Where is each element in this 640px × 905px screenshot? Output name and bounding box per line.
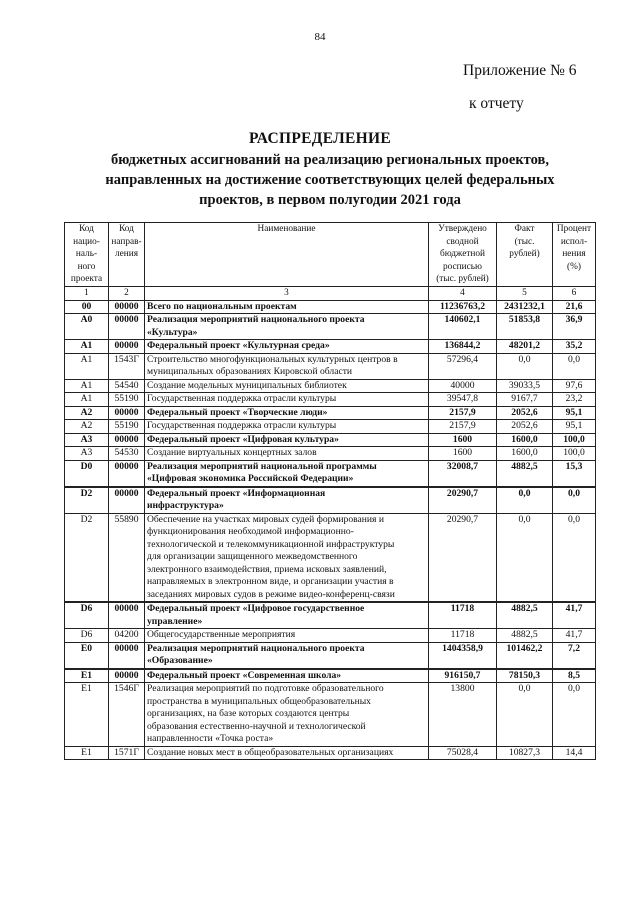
cell-name bbox=[145, 300, 429, 314]
cell-project-code: А0 bbox=[65, 314, 109, 340]
cell-fact: 4882,5 bbox=[497, 460, 553, 487]
header-direction-code: Код направ- ления bbox=[109, 223, 145, 287]
cell-approved: 916150,7 bbox=[429, 669, 497, 683]
cell-percent: 0,0 bbox=[553, 353, 596, 379]
cell-name-line: образования естественно-научной и технологической bbox=[147, 720, 366, 732]
cell-project-code: Е1 bbox=[65, 683, 109, 747]
cell-fact: 1600,0 bbox=[497, 433, 553, 447]
cell-percent: 21,6 bbox=[553, 300, 596, 314]
table-row bbox=[65, 746, 596, 760]
cell-fact: 1600,0 bbox=[497, 447, 553, 461]
cell-percent: 36,9 bbox=[553, 314, 596, 340]
cell-project-code: А3 bbox=[65, 433, 109, 447]
cell-fact: 51853,8 bbox=[497, 314, 553, 340]
header-fact: Факт (тыс. рублей) bbox=[497, 223, 553, 287]
cell-percent: 41,7 bbox=[553, 629, 596, 643]
table-row bbox=[65, 447, 596, 461]
cell-name bbox=[145, 379, 429, 393]
cell-name-line: направленности «Точка роста» bbox=[147, 733, 274, 745]
table-body bbox=[65, 300, 596, 760]
table-header-row bbox=[65, 223, 596, 287]
cell-approved: 140602,1 bbox=[429, 314, 497, 340]
cell-name-line: Всего по национальным проектам bbox=[147, 300, 297, 312]
cell-fact: 101462,2 bbox=[497, 642, 553, 669]
cell-approved: 57296,4 bbox=[429, 353, 497, 379]
cell-direction-code: 54530 bbox=[109, 447, 145, 461]
cell-percent: 14,4 bbox=[553, 746, 596, 760]
cell-project-code: D2 bbox=[65, 513, 109, 602]
cell-direction-code: 00000 bbox=[109, 314, 145, 340]
column-number: 5 bbox=[497, 286, 553, 300]
cell-percent: 23,2 bbox=[553, 393, 596, 407]
table-row bbox=[65, 433, 596, 447]
cell-direction-code: 1546Г bbox=[109, 683, 145, 747]
cell-name-line: заседаниях мировых судов в режиме видео-конференц-связи bbox=[147, 588, 395, 600]
cell-name bbox=[145, 629, 429, 643]
cell-direction-code: 04200 bbox=[109, 629, 145, 643]
cell-project-code: D6 bbox=[65, 629, 109, 643]
cell-name-line: Создание новых мест в общеобразовательных организациях bbox=[147, 746, 394, 758]
column-number: 2 bbox=[109, 286, 145, 300]
budget-allocation-table bbox=[64, 222, 596, 760]
cell-fact: 0,0 bbox=[497, 353, 553, 379]
cell-name bbox=[145, 433, 429, 447]
page-number: 84 bbox=[314, 31, 326, 43]
cell-name bbox=[145, 420, 429, 434]
cell-percent: 8,5 bbox=[553, 669, 596, 683]
subtitle-line: проектов, в первом полугодии 2021 года bbox=[199, 192, 461, 208]
cell-percent: 100,0 bbox=[553, 447, 596, 461]
cell-name bbox=[145, 487, 429, 514]
table-row bbox=[65, 669, 596, 683]
cell-name-line: Строительство многофункциональных культурных центров в bbox=[147, 353, 398, 365]
report-label: к отчету bbox=[469, 95, 524, 112]
cell-direction-code: 55190 bbox=[109, 393, 145, 407]
cell-direction-code: 00000 bbox=[109, 433, 145, 447]
cell-direction-code: 00000 bbox=[109, 642, 145, 669]
cell-name bbox=[145, 314, 429, 340]
cell-name-line: организациях, на базе которых создаются центры bbox=[147, 708, 350, 720]
cell-direction-code: 00000 bbox=[109, 669, 145, 683]
cell-project-code: А2 bbox=[65, 406, 109, 420]
table-row bbox=[65, 300, 596, 314]
cell-fact: 4882,5 bbox=[497, 629, 553, 643]
cell-name-line: Государственная поддержка отрасли культуры bbox=[147, 420, 337, 432]
cell-name bbox=[145, 642, 429, 669]
cell-approved: 2157,9 bbox=[429, 420, 497, 434]
cell-project-code: D6 bbox=[65, 602, 109, 629]
cell-name-line: Государственная поддержка отрасли культуры bbox=[147, 393, 337, 405]
cell-name-line: Федеральный проект «Современная школа» bbox=[147, 669, 342, 681]
cell-percent: 0,0 bbox=[553, 513, 596, 602]
cell-percent: 100,0 bbox=[553, 433, 596, 447]
cell-fact: 48201,2 bbox=[497, 340, 553, 354]
cell-direction-code: 00000 bbox=[109, 487, 145, 514]
cell-direction-code: 1543Г bbox=[109, 353, 145, 379]
cell-name bbox=[145, 447, 429, 461]
cell-approved: 1600 bbox=[429, 447, 497, 461]
cell-project-code: А1 bbox=[65, 353, 109, 379]
cell-name-line: инфраструктура» bbox=[147, 500, 224, 512]
column-number: 6 bbox=[553, 286, 596, 300]
cell-direction-code: 55890 bbox=[109, 513, 145, 602]
cell-approved: 11718 bbox=[429, 602, 497, 629]
cell-fact: 0,0 bbox=[497, 487, 553, 514]
table-row bbox=[65, 487, 596, 514]
cell-name-line: Создание виртуальных концертных залов bbox=[147, 447, 317, 459]
subtitle-line: бюджетных ассигнований на реализацию региональных проектов, bbox=[111, 152, 549, 168]
column-number-row bbox=[65, 286, 596, 300]
cell-name-line: Федеральный проект «Цифровое государственное bbox=[147, 603, 365, 615]
cell-name-line: направляемых в электронном виде, и организации участия в bbox=[147, 576, 394, 588]
cell-approved: 1600 bbox=[429, 433, 497, 447]
header-project-code: Код нацио- наль- ного проекта bbox=[65, 223, 109, 287]
cell-direction-code: 00000 bbox=[109, 460, 145, 487]
cell-direction-code: 00000 bbox=[109, 406, 145, 420]
cell-name-line: Обеспечение на участках мировых судей формирования и bbox=[147, 513, 384, 525]
column-number: 1 bbox=[65, 286, 109, 300]
cell-project-code: А1 bbox=[65, 379, 109, 393]
cell-project-code: А1 bbox=[65, 393, 109, 407]
cell-approved: 2157,9 bbox=[429, 406, 497, 420]
cell-name-line: функционирования необходимой информационно- bbox=[147, 526, 354, 538]
cell-percent: 7,2 bbox=[553, 642, 596, 669]
cell-name-line: Федеральный проект «Информационная bbox=[147, 487, 326, 499]
cell-percent: 95,1 bbox=[553, 406, 596, 420]
cell-approved: 136844,2 bbox=[429, 340, 497, 354]
cell-fact: 2431232,1 bbox=[497, 300, 553, 314]
cell-fact: 78150,3 bbox=[497, 669, 553, 683]
cell-percent: 15,3 bbox=[553, 460, 596, 487]
cell-name-line: Реализация мероприятий по подготовке образовательного bbox=[147, 683, 384, 695]
table-row bbox=[65, 314, 596, 340]
table-row bbox=[65, 420, 596, 434]
cell-name-line: Федеральный проект «Культурная среда» bbox=[147, 340, 330, 352]
cell-approved: 20290,7 bbox=[429, 487, 497, 514]
cell-percent: 35,2 bbox=[553, 340, 596, 354]
cell-direction-code: 54540 bbox=[109, 379, 145, 393]
cell-direction-code: 55190 bbox=[109, 420, 145, 434]
cell-fact: 9167,7 bbox=[497, 393, 553, 407]
cell-name-line: Реализация мероприятий национальной программы bbox=[147, 460, 377, 472]
cell-name-line: «Цифровая экономика Российской Федерации» bbox=[147, 473, 354, 485]
cell-name-line: Создание модельных муниципальных библиотек bbox=[147, 379, 347, 391]
document-title: РАСПРЕДЕЛЕНИЕ bbox=[249, 130, 391, 147]
cell-percent: 41,7 bbox=[553, 602, 596, 629]
cell-name-line: управление» bbox=[147, 615, 203, 627]
cell-name-line: Общегосударственные мероприятия bbox=[147, 629, 296, 641]
cell-fact: 0,0 bbox=[497, 513, 553, 602]
cell-fact: 39033,5 bbox=[497, 379, 553, 393]
cell-name bbox=[145, 746, 429, 760]
cell-name bbox=[145, 602, 429, 629]
cell-name bbox=[145, 669, 429, 683]
cell-project-code: 00 bbox=[65, 300, 109, 314]
cell-name bbox=[145, 353, 429, 379]
table-row bbox=[65, 406, 596, 420]
table-row bbox=[65, 683, 596, 747]
cell-name bbox=[145, 513, 429, 602]
cell-percent: 95,1 bbox=[553, 420, 596, 434]
cell-direction-code: 00000 bbox=[109, 602, 145, 629]
cell-name-line: пространства в муниципальных общеобразовательных bbox=[147, 695, 371, 707]
cell-approved: 11236763,2 bbox=[429, 300, 497, 314]
table-row bbox=[65, 379, 596, 393]
cell-name-line: Реализация мероприятий национального проекта bbox=[147, 314, 365, 326]
cell-name-line: электронного взаимодействия, приема исковых заявлений, bbox=[147, 563, 387, 575]
cell-approved: 75028,4 bbox=[429, 746, 497, 760]
subtitle-line: направленных на достижение соответствующих целей федеральных bbox=[105, 172, 555, 188]
header-approved: Утверждено сводной бюджетной росписью (тыс. рублей) bbox=[429, 223, 497, 287]
cell-approved: 1404358,9 bbox=[429, 642, 497, 669]
cell-name-line: для организации защищенного межведомственного bbox=[147, 551, 358, 563]
cell-approved: 32008,7 bbox=[429, 460, 497, 487]
cell-percent: 0,0 bbox=[553, 487, 596, 514]
header-percent: Процент испол- нения (%) bbox=[553, 223, 596, 287]
cell-direction-code: 00000 bbox=[109, 340, 145, 354]
cell-project-code: D2 bbox=[65, 487, 109, 514]
cell-project-code: Е1 bbox=[65, 669, 109, 683]
table-row bbox=[65, 629, 596, 643]
cell-fact: 2052,6 bbox=[497, 420, 553, 434]
cell-project-code: А1 bbox=[65, 340, 109, 354]
cell-approved: 40000 bbox=[429, 379, 497, 393]
cell-project-code: А2 bbox=[65, 420, 109, 434]
cell-fact: 2052,6 bbox=[497, 406, 553, 420]
appendix-label: Приложение № 6 bbox=[463, 62, 577, 79]
column-number: 3 bbox=[145, 286, 429, 300]
cell-name-line: Реализация мероприятий национального проекта bbox=[147, 642, 365, 654]
cell-fact: 10827,3 bbox=[497, 746, 553, 760]
cell-approved: 39547,8 bbox=[429, 393, 497, 407]
table-row bbox=[65, 340, 596, 354]
cell-name bbox=[145, 406, 429, 420]
cell-name-line: технологической и телекоммуникационной инфраструктуры bbox=[147, 538, 395, 550]
table-row bbox=[65, 642, 596, 669]
document-subtitle bbox=[70, 150, 590, 210]
cell-direction-code: 1571Г bbox=[109, 746, 145, 760]
cell-fact: 0,0 bbox=[497, 683, 553, 747]
cell-direction-code: 00000 bbox=[109, 300, 145, 314]
cell-name-line: Федеральный проект «Цифровая культура» bbox=[147, 433, 339, 445]
cell-name-line: Федеральный проект «Творческие люди» bbox=[147, 406, 328, 418]
cell-name-line: «Образование» bbox=[147, 655, 213, 667]
cell-approved: 11718 bbox=[429, 629, 497, 643]
cell-name bbox=[145, 393, 429, 407]
table-row bbox=[65, 513, 596, 602]
table-row bbox=[65, 602, 596, 629]
cell-project-code: Е0 bbox=[65, 642, 109, 669]
table-row bbox=[65, 460, 596, 487]
header-name: Наименование bbox=[145, 223, 429, 287]
cell-percent: 0,0 bbox=[553, 683, 596, 747]
cell-name bbox=[145, 460, 429, 487]
cell-name-line: муниципальных образованиях Кировской области bbox=[147, 366, 353, 378]
column-number: 4 bbox=[429, 286, 497, 300]
cell-fact: 4882,5 bbox=[497, 602, 553, 629]
table-row bbox=[65, 353, 596, 379]
cell-name bbox=[145, 340, 429, 354]
table-row bbox=[65, 393, 596, 407]
cell-percent: 97,6 bbox=[553, 379, 596, 393]
cell-project-code: Е1 bbox=[65, 746, 109, 760]
cell-project-code: D0 bbox=[65, 460, 109, 487]
cell-approved: 20290,7 bbox=[429, 513, 497, 602]
cell-name bbox=[145, 683, 429, 747]
cell-project-code: А3 bbox=[65, 447, 109, 461]
cell-approved: 13800 bbox=[429, 683, 497, 747]
cell-name-line: «Культура» bbox=[147, 326, 198, 338]
